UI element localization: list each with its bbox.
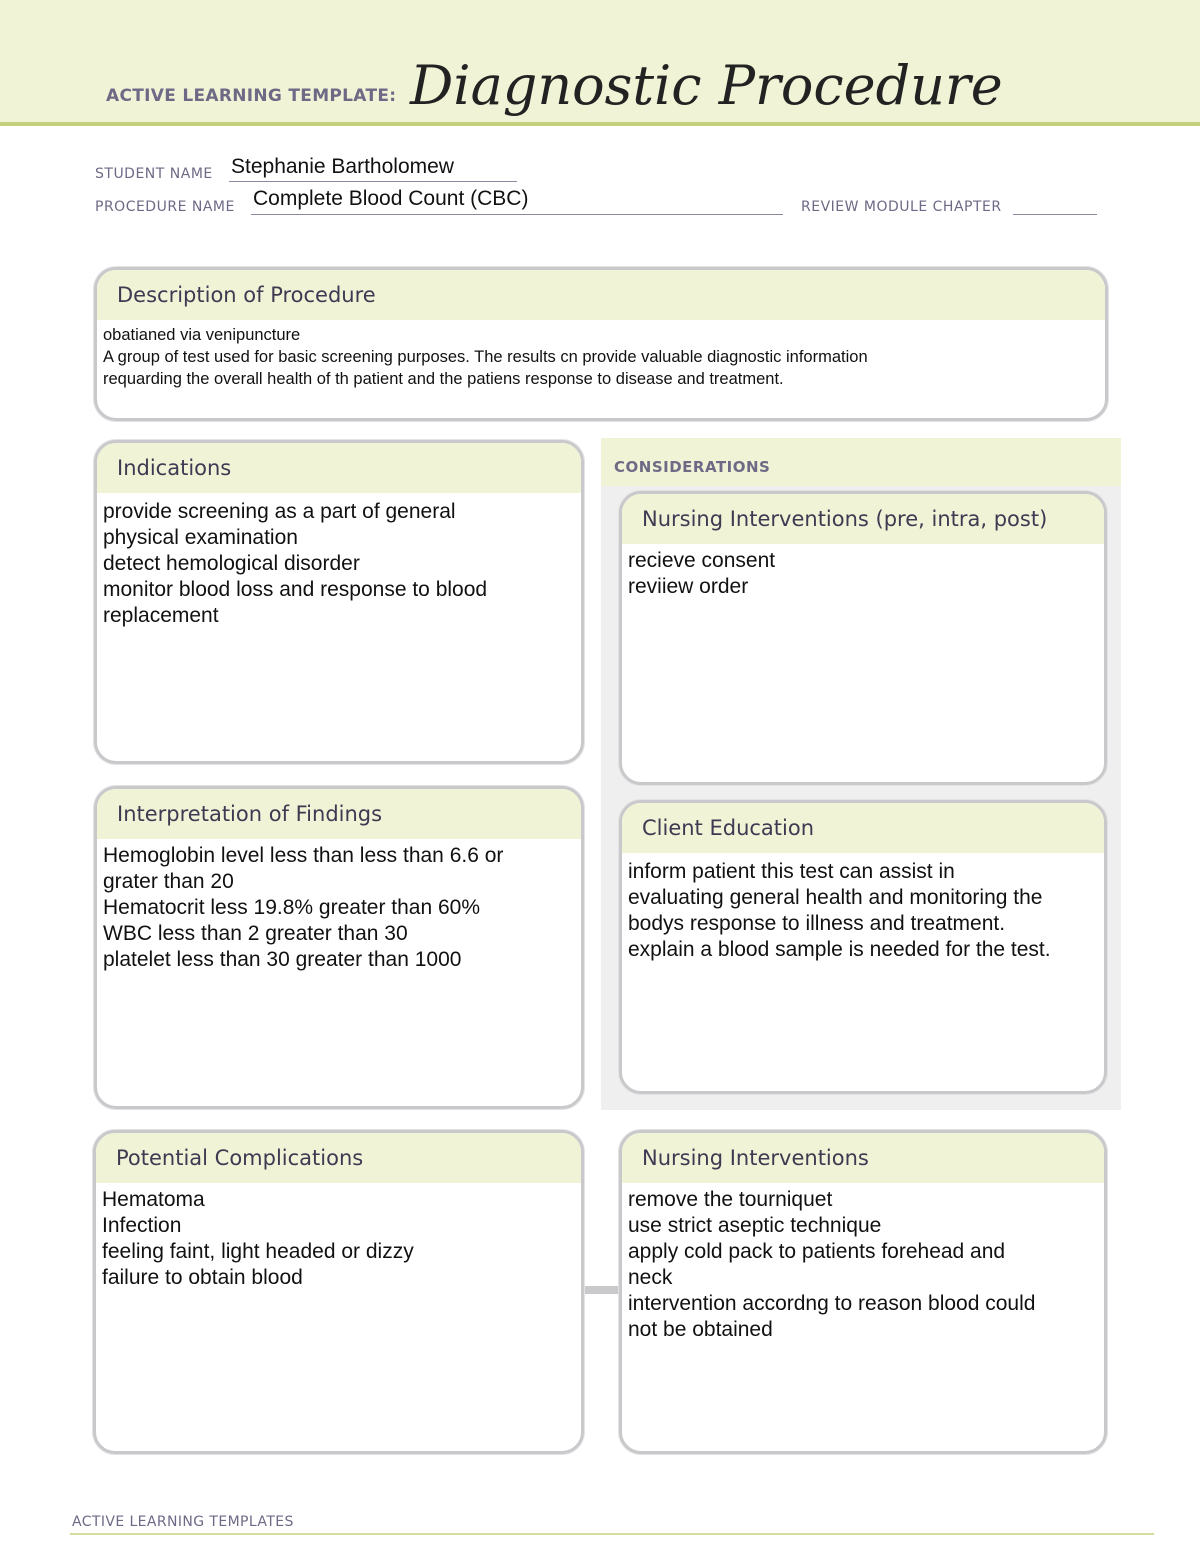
interpretation-text[interactable]: Hemoglobin level less than less than 6.6 or grater than 20 Hematocrit less 19.8% greater than 60% WBC less than 2 greater than 30 platelet less than 30 greater than 1000 xyxy=(103,844,504,971)
footer-rule xyxy=(70,1533,1154,1535)
footer-label: ACTIVE LEARNING TEMPLATES xyxy=(72,1514,294,1530)
procedure-name-field[interactable]: Complete Blood Count (CBC) xyxy=(253,187,529,210)
header-banner xyxy=(0,0,1200,126)
student-name-underline xyxy=(229,181,517,182)
indications-text[interactable]: provide screening as a part of general physical examination detect hemological disorder monitor blood loss and response to blood replacement xyxy=(103,500,488,627)
nursing-interventions-pre-heading: Nursing Interventions (pre, intra, post) xyxy=(622,494,1104,544)
description-heading: Description of Procedure xyxy=(97,270,1105,320)
considerations-label: CONSIDERATIONS xyxy=(614,458,771,476)
review-module-label: REVIEW MODULE CHAPTER xyxy=(801,199,1002,215)
procedure-name-underline xyxy=(251,214,783,215)
page-title: Diagnostic Procedure xyxy=(410,54,1003,117)
interpretation-heading: Interpretation of Findings xyxy=(97,789,581,839)
student-name-label: STUDENT NAME xyxy=(95,166,213,182)
indications-box xyxy=(94,440,584,764)
nursing-interventions-text[interactable]: remove the tourniquet use strict aseptic technique apply cold pack to patients forehead and neck intervention accordng to reason blood could not be obtained xyxy=(628,1188,1036,1341)
interpretation-box xyxy=(94,786,584,1109)
complications-text[interactable]: Hematoma Infection feeling faint, light headed or dizzy failure to obtain blood xyxy=(102,1188,414,1289)
procedure-name-label: PROCEDURE NAME xyxy=(95,199,235,215)
client-education-box xyxy=(619,800,1107,1094)
connector-bar xyxy=(582,1286,620,1294)
complications-heading: Potential Complications xyxy=(96,1133,581,1183)
nursing-interventions-box xyxy=(619,1130,1107,1454)
description-box xyxy=(94,267,1108,421)
complications-box xyxy=(93,1130,584,1454)
nursing-interventions-heading: Nursing Interventions xyxy=(622,1133,1104,1183)
nursing-interventions-pre-box xyxy=(619,491,1107,785)
nursing-interventions-pre-text[interactable]: recieve consent reviiew order xyxy=(628,549,776,598)
indications-heading: Indications xyxy=(97,443,581,493)
description-text[interactable]: obatianed via venipuncture A group of test used for basic screening purposes. The results cn provide valuable diagnostic information requarding the overall health of th patient and the patiens response to disease and treatment. xyxy=(103,326,868,388)
client-education-heading: Client Education xyxy=(622,803,1104,853)
student-name-field[interactable]: Stephanie Bartholomew xyxy=(231,155,454,178)
review-module-field[interactable] xyxy=(1013,214,1097,215)
template-label: ACTIVE LEARNING TEMPLATE: xyxy=(106,86,397,106)
client-education-text[interactable]: inform patient this test can assist in evaluating general health and monitoring the bodys response to illness and treatment. explain a blood sample is needed for the test. xyxy=(628,860,1051,961)
